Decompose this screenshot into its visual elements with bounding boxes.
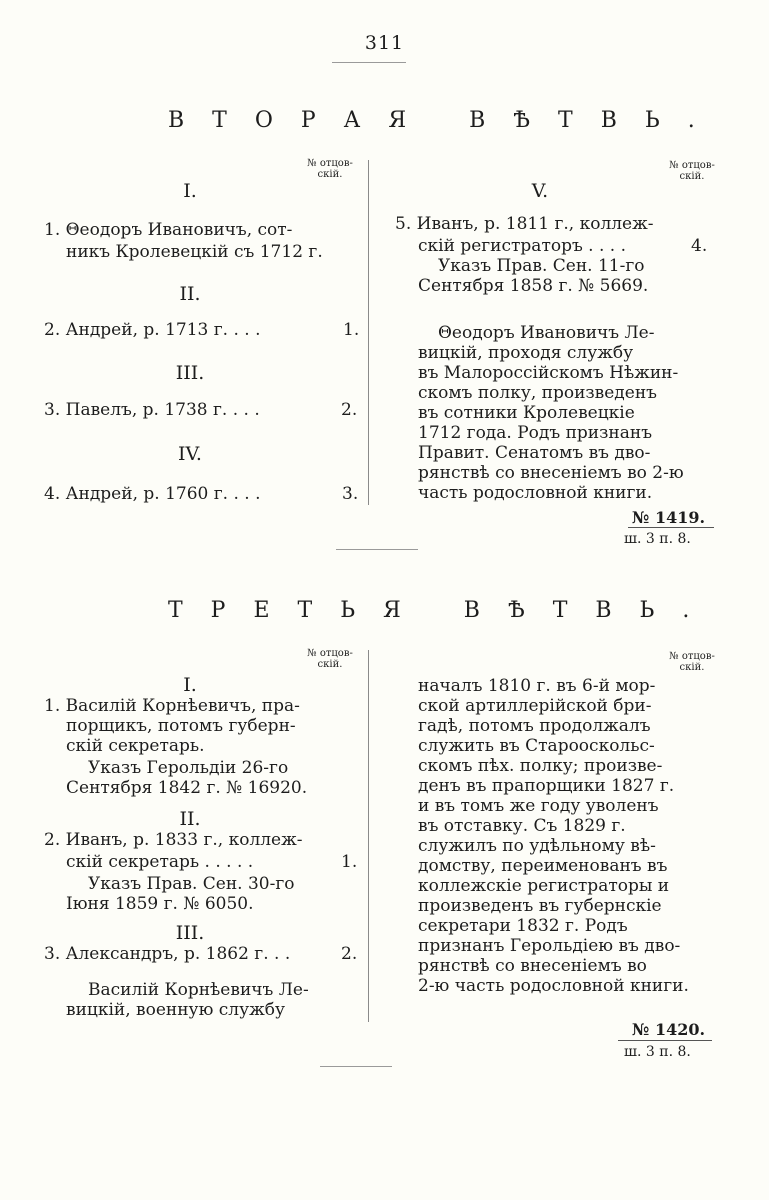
generation-heading: II. xyxy=(179,283,201,305)
column-header-right: № отцов- скій. xyxy=(669,651,715,673)
archive-location: ш. 3 п. 8. xyxy=(624,1044,691,1060)
column-divider xyxy=(368,160,369,505)
parent-number: 4. xyxy=(691,236,708,256)
section-title: ВТОРАЯ ВѢТВЬ. xyxy=(168,108,723,133)
parent-number: 1. xyxy=(341,852,358,872)
generation-heading: I. xyxy=(183,674,197,696)
parent-number: 2. xyxy=(341,400,358,420)
generation-heading: III. xyxy=(175,922,205,944)
generation-heading: IV. xyxy=(178,443,202,465)
record-number: № 1420. xyxy=(632,1020,706,1039)
entry-1-line-5: Сентября 1842 г. № 16920. xyxy=(66,778,308,798)
divider xyxy=(332,62,406,63)
entry-2-line-2: скій секретарь . . . . . xyxy=(66,852,254,872)
page-number: 311 xyxy=(364,32,405,54)
entry-4: 4. Андрей, р. 1760 г. . . . xyxy=(44,484,261,504)
parent-number: 3. xyxy=(342,484,359,504)
section-divider xyxy=(320,1066,392,1067)
column-header-left: № отцов- скій. xyxy=(307,648,353,670)
generation-heading: III. xyxy=(175,362,205,384)
entry-2-line-3: Указъ Прав. Сен. 30-го xyxy=(88,874,295,894)
entry-3: 3. Александръ, р. 1862 г. . . xyxy=(44,944,291,964)
generation-heading: I. xyxy=(183,180,197,202)
parent-number: 2. xyxy=(341,944,358,964)
archive-location: ш. 3 п. 8. xyxy=(624,531,691,547)
section-divider xyxy=(336,549,418,550)
entry-1-line-2: порщикъ, потомъ губерн- xyxy=(66,716,296,736)
entry-1-line-1: 1. Θеодоръ Ивановичъ, сот- xyxy=(44,220,293,240)
entry-1-line-1: 1. Василій Корнѣевичъ, пра- xyxy=(44,696,300,716)
entry-3: 3. Павелъ, р. 1738 г. . . . xyxy=(44,400,260,420)
entry-2: 2. Андрей, р. 1713 г. . . . xyxy=(44,320,261,340)
section-title: ТРЕТЬЯ ВѢТВЬ. xyxy=(168,598,718,623)
entry-5-line-1: 5. Иванъ, р. 1811 г., коллеж- xyxy=(395,214,654,234)
entry-1-line-3: скій секретарь. xyxy=(66,736,205,756)
column-header-right: № отцов- скій. xyxy=(669,160,715,182)
record-number: № 1419. xyxy=(632,508,706,527)
generation-heading: II. xyxy=(179,808,201,830)
divider xyxy=(628,527,714,528)
entry-1-line-4: Указъ Герольдіи 26-го xyxy=(88,758,289,778)
generation-heading: V. xyxy=(531,180,549,202)
entry-5-line-4: Сентября 1858 г. № 5669. xyxy=(418,276,649,296)
divider xyxy=(618,1040,712,1041)
entry-1-line-2: никъ Кролевецкій съ 1712 г. xyxy=(66,242,323,262)
column-divider xyxy=(368,650,369,1022)
parent-number: 1. xyxy=(343,320,360,340)
column-header-left: № отцов- скій. xyxy=(307,158,353,180)
entry-2-line-4: Іюня 1859 г. № 6050. xyxy=(66,894,254,914)
entry-5-line-2: скій регистраторъ . . . . xyxy=(418,236,627,256)
entry-2-line-1: 2. Иванъ, р. 1833 г., коллеж- xyxy=(44,830,303,850)
entry-5-line-3: Указъ Прав. Сен. 11-го xyxy=(438,256,645,276)
